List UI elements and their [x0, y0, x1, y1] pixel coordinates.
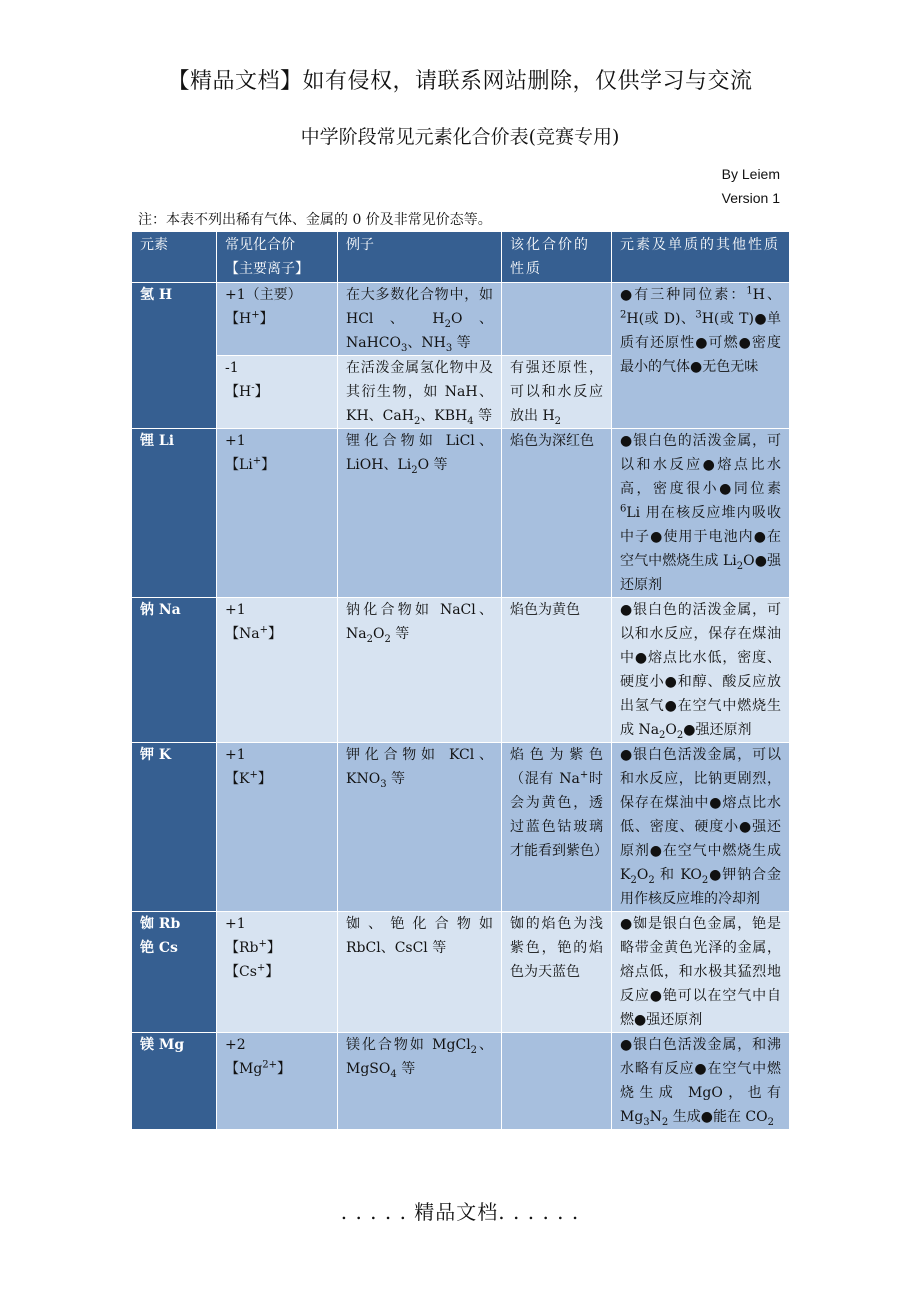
byline-version: Version 1 — [721, 190, 780, 206]
cell-example: 锂化合物如 LiCl、LiOH、$Li_2O$ 等 — [338, 429, 502, 598]
header-element: 元素 — [132, 232, 217, 283]
byline — [722, 162, 780, 210]
cell-example: 在大多数化合物中，如 HCl 、 $H_2O$ 、NaHCO$_3$、$NH_3$ 等 — [338, 283, 502, 356]
cell-property: 焰色为紫色（混有 Na+时会为黄色，透过蓝色钴玻璃才能看到紫色） — [502, 743, 612, 912]
cell-element: 镁 Mg — [132, 1033, 217, 1130]
header-valence: 常见化合价 【主要离子】 — [217, 232, 338, 283]
cell-valence: -1 【H-】 — [217, 356, 338, 429]
cell-element: 钾 K — [132, 743, 217, 912]
valence-table — [131, 231, 790, 1130]
cell-valence: +1（主要） 【H+】 — [217, 283, 338, 356]
cell-other: ●银白色活泼金属，和沸水略有反应●在空气中燃烧生成 MgO，也有 $Mg_3N_2$ 生成●能在 $CO_2$ — [612, 1033, 790, 1130]
cell-other: ●银白色的活泼金属，可以和水反应●熔点比水高，密度很小●同位素 $^6$Li 用在核反应堆内吸收中子●使用于电池内●在空气中燃烧生成 $Li_2O●$强还原剂 — [612, 429, 790, 598]
cell-element: 氢 H — [132, 283, 217, 429]
table-note: 注：本表不列出稀有气体、金属的 0 价及非常见价态等。 — [138, 212, 492, 228]
cell-valence: +1 【K+】 — [217, 743, 338, 912]
cell-property — [502, 283, 612, 356]
cell-property: 焰色为深红色 — [502, 429, 612, 598]
table-body — [132, 283, 790, 1130]
table-row-rubidium-cesium — [132, 912, 790, 1033]
cell-element: 锂 Li — [132, 429, 217, 598]
table-row-sodium — [132, 598, 790, 743]
cell-valence: +1 【Li+】 — [217, 429, 338, 598]
cell-example: 镁化合物如 MgCl$_2$、MgSO$_4$ 等 — [338, 1033, 502, 1130]
cell-property: 有强还原性，可以和水反应放出 $H_2$ — [502, 356, 612, 429]
table-header-row — [132, 232, 790, 283]
table-row-magnesium — [132, 1033, 790, 1130]
cell-example: 在活泼金属氢化物中及其衍生物，如 NaH、KH、CaH$_2$、$KBH_4$ 等 — [338, 356, 502, 429]
cell-property: 焰色为黄色 — [502, 598, 612, 743]
header-property: 该化合价的性质 — [502, 232, 612, 283]
cell-element: 铷 Rb 铯 Cs — [132, 912, 217, 1033]
cell-valence: +1 【Na+】 — [217, 598, 338, 743]
document-title: 中学阶段常见元素化合价表(竞赛专用) — [300, 126, 620, 148]
footer: . . . . . 精品文档. . . . . . — [340, 1200, 580, 1224]
cell-property — [502, 1033, 612, 1130]
cell-other: ●银白色活泼金属，可以和水反应，比钠更剧烈，保存在煤油中●熔点比水低、密度、硬度小●强还原剂●在空气中燃烧生成 $K_2O_2$ 和 $KO_2●$钾钠合金用作核反应堆的冷却剂 — [612, 743, 790, 912]
header-banner: 【精品文档】如有侵权，请联系网站删除，仅供学习与交流 — [167, 69, 753, 94]
table-row-hydrogen-1 — [132, 283, 790, 356]
table-row-potassium — [132, 743, 790, 912]
cell-element: 钠 Na — [132, 598, 217, 743]
cell-valence: +1 【Rb+】 【Cs+】 — [217, 912, 338, 1033]
cell-other: ●有三种同位素：$^1$H、$^2$H(或 D)、$^3$H(或 T)●单质有还原性●可燃●密度最小的气体●无色无味 — [612, 283, 790, 429]
cell-property: 铷的焰色为浅紫色，铯的焰色为天蓝色 — [502, 912, 612, 1033]
cell-other: ●银白色的活泼金属，可以和水反应，保存在煤油中●熔点比水低，密度、硬度小●和醇、酸反应放出氢气●在空气中燃烧生成 $Na_2O_2●$强还原剂 — [612, 598, 790, 743]
cell-example: 铷、铯化合物如 RbCl、CsCl 等 — [338, 912, 502, 1033]
header-other: 元素及单质的其他性质 — [612, 232, 790, 283]
cell-valence: +2 【$Mg^{2+}$】 — [217, 1033, 338, 1130]
byline-author: By Leiem — [721, 166, 780, 182]
cell-example: 钠化合物如 NaCl、$Na_2O_2$ 等 — [338, 598, 502, 743]
header-example: 例子 — [338, 232, 502, 283]
table-row-lithium — [132, 429, 790, 598]
cell-other: ●铷是银白色金属，铯是略带金黄色光泽的金属，熔点低，和水极其猛烈地反应●铯可以在空气中自燃●强还原剂 — [612, 912, 790, 1033]
cell-example: 钾化合物如 KCl、$KNO_3$ 等 — [338, 743, 502, 912]
